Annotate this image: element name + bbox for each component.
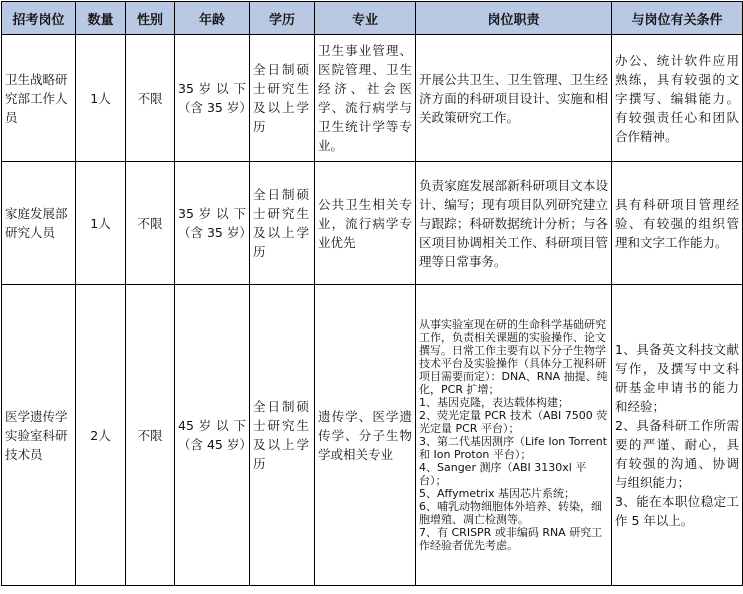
condition-line: 办公、统计软件应用熟练，具有较强的文字撰写、编辑能力。有较强责任心和团队合作精神。 xyxy=(615,52,739,144)
duty-line: 从事实验室现在研的生命科学基础研究工作，负责相关课题的实验操作、论文撰写。日常工作主要有以下分子生物学技术平台及实验操作（具体分工视科研项目需要而定）：DNA、RNA 抽提、纯化，PCR 扩增； xyxy=(419,318,608,396)
header-education: 学历 xyxy=(250,2,315,35)
age-cell: 35岁以下（含 35 岁） xyxy=(175,162,250,285)
duty-line: 6、哺乳动物细胞体外培养、转染，细胞增殖、凋亡检测等。 xyxy=(419,500,602,526)
table-row xyxy=(2,285,743,586)
major-cell: 卫生事业管理、医院管理、卫生经济、社会医学、流行病学与卫生统计学等专业。 xyxy=(315,35,416,162)
conditions-cell xyxy=(612,35,743,162)
condition-line: 2、具备科研工作所需要的严谨、耐心，具有较强的沟通、协调与组织能力； xyxy=(615,418,739,490)
age-cell: 35岁以下（含 35 岁） xyxy=(175,35,250,162)
position-cell: 家庭发展部研究人员 xyxy=(2,162,76,285)
education-cell: 全日制硕士研究生及以上学历 xyxy=(250,162,315,285)
condition-line: 1、具备英文科技文献写作，及撰写中文科研基金申请书的能力和经验； xyxy=(615,342,739,414)
header-count: 数量 xyxy=(76,2,126,35)
duty-line: 4、Sanger 测序（ABI 3130xl 平台）； xyxy=(419,461,587,487)
major-cell: 遗传学、医学遗传学、分子生物学或相关专业 xyxy=(315,285,416,586)
duties-cell xyxy=(416,285,612,586)
position-cell: 医学遗传学实验室科研技术员 xyxy=(2,285,76,586)
conditions-cell xyxy=(612,162,743,285)
duty-line: 负责家庭发展部新科研项目文本设计、编写；现有项目队列研究建立与跟踪；科研数据统计分析；与各区项目协调相关工作、科研项目管理等日常事务。 xyxy=(419,177,608,269)
education-cell: 全日制硕士研究生及以上学历 xyxy=(250,285,315,586)
header-gender: 性别 xyxy=(126,2,175,35)
position-cell: 卫生战略研究部工作人员 xyxy=(2,35,76,162)
table-row xyxy=(2,35,743,162)
education-cell: 全日制硕士研究生及以上学历 xyxy=(250,35,315,162)
duties-cell xyxy=(416,162,612,285)
header-major: 专业 xyxy=(315,2,416,35)
count-cell: 2人 xyxy=(76,285,126,586)
duty-line: 1、基因克隆，表达载体构建； xyxy=(419,396,569,409)
header-conditions: 与岗位有关条件 xyxy=(612,2,743,35)
header-row xyxy=(2,2,743,35)
major-cell: 公共卫生相关专业，流行病学专业优先 xyxy=(315,162,416,285)
recruitment-table xyxy=(1,1,743,586)
duty-line: 开展公共卫生、卫生管理、卫生经济方面的科研项目设计、实施和相关政策研究工作。 xyxy=(419,71,608,125)
header-duties: 岗位职责 xyxy=(416,2,612,35)
gender-cell: 不限 xyxy=(126,285,175,586)
gender-cell: 不限 xyxy=(126,162,175,285)
header-position: 招考岗位 xyxy=(2,2,76,35)
duty-line: 3、第二代基因测序（Life Ion Torrent 和 Ion Proton 平台）； xyxy=(419,435,608,461)
duty-line: 2、荧光定量 PCR 技术（ABI 7500 荧光定量 PCR 平台）； xyxy=(419,409,608,435)
condition-line: 3、能在本职位稳定工作 5 年以上。 xyxy=(615,494,739,528)
gender-cell: 不限 xyxy=(126,35,175,162)
conditions-cell xyxy=(612,285,743,586)
age-cell: 45岁以下（含 45 岁） xyxy=(175,285,250,586)
duty-line: 5、Affymetrix 基因芯片系统； xyxy=(419,487,575,500)
count-cell: 1人 xyxy=(76,162,126,285)
table-row xyxy=(2,162,743,285)
duties-cell xyxy=(416,35,612,162)
condition-line: 具有科研项目管理经验、有较强的组织管理和文字工作能力。 xyxy=(615,196,739,250)
header-age: 年龄 xyxy=(175,2,250,35)
count-cell: 1人 xyxy=(76,35,126,162)
duty-line: 7、有 CRISPR 或非编码 RNA 研究工作经验者优先考虑。 xyxy=(419,526,603,552)
